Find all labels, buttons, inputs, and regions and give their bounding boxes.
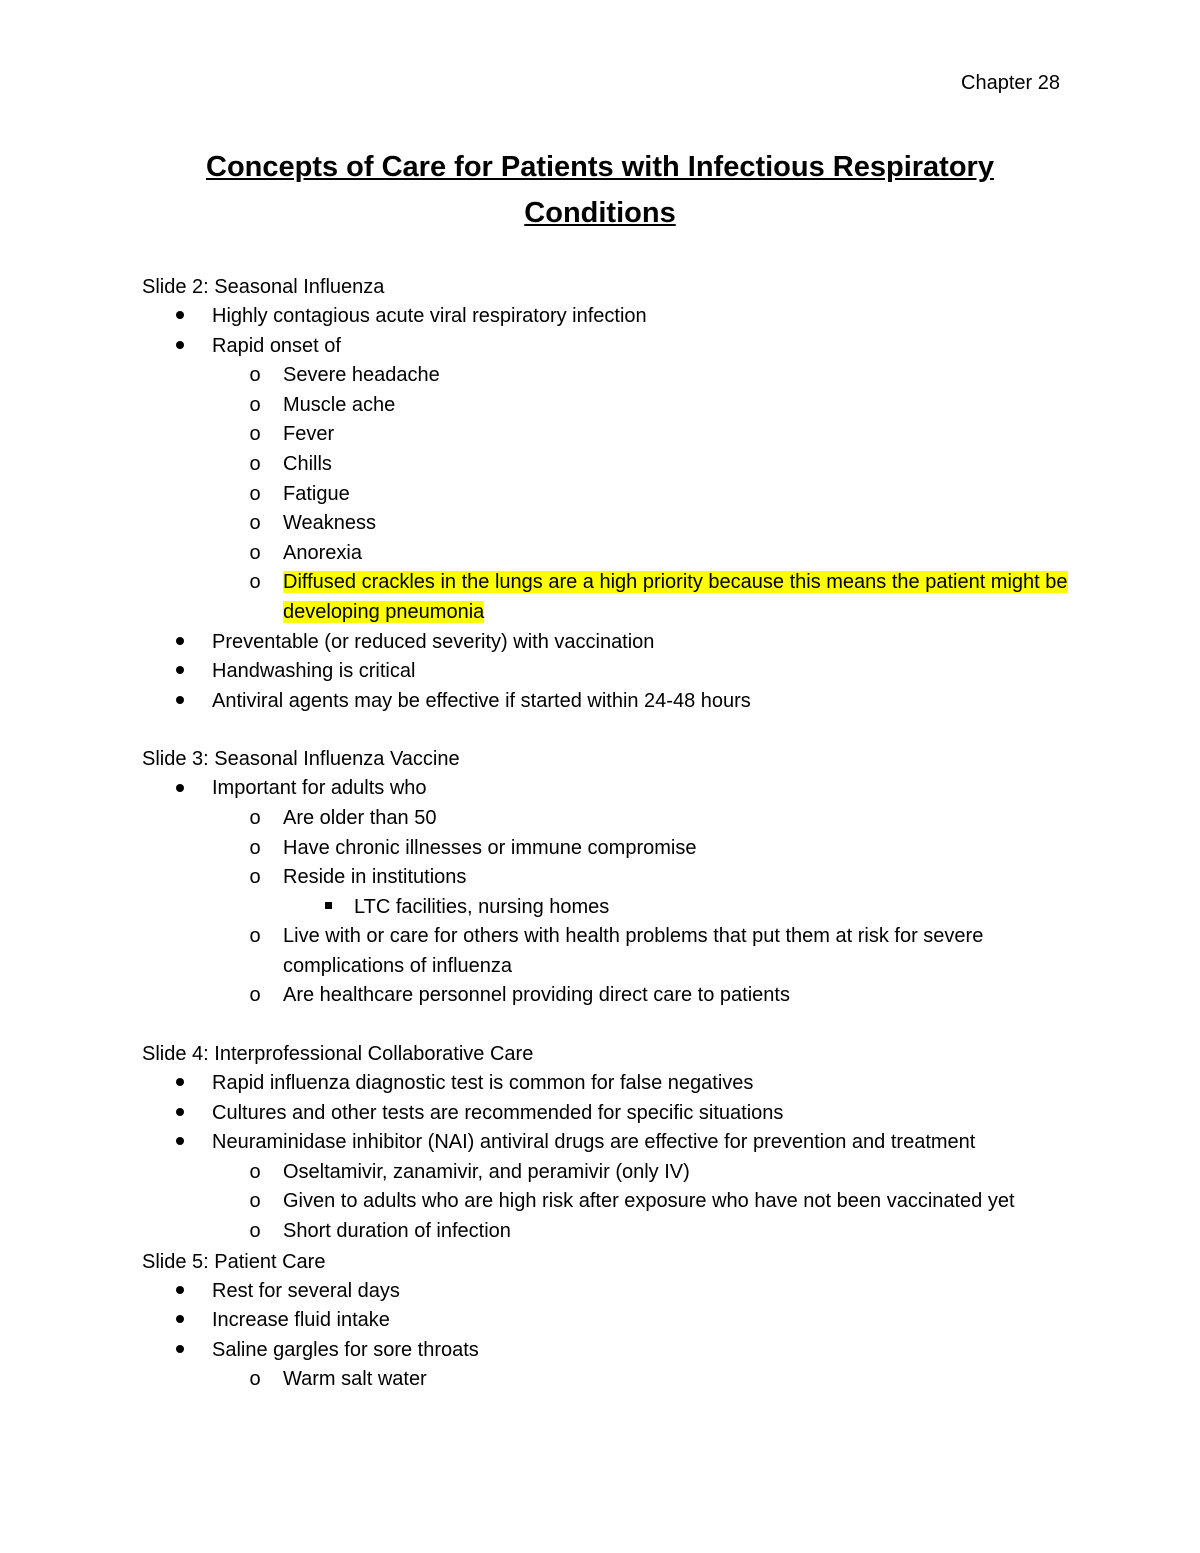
item-text: Oseltamivir, zanamivir, and peramivir (only IV) bbox=[283, 1160, 690, 1183]
bullet-square-icon bbox=[318, 893, 338, 923]
item-text: Rapid onset of bbox=[212, 334, 341, 357]
bullet-dot-icon bbox=[170, 1099, 190, 1129]
list-item bbox=[142, 628, 1072, 658]
section-title: Slide 4: Interprofessional Collaborative Care bbox=[142, 1043, 534, 1066]
list-item bbox=[142, 834, 1072, 864]
bullet-circle-icon: o bbox=[249, 1368, 261, 1391]
item-text: Muscle ache bbox=[283, 393, 396, 416]
bullet-circle-icon: o bbox=[249, 423, 261, 446]
bullet-dot-icon bbox=[170, 1128, 190, 1158]
list-item bbox=[142, 450, 1072, 480]
item-text: Are older than 50 bbox=[283, 806, 437, 829]
section bbox=[142, 1247, 1072, 1395]
bullet-circle-icon: o bbox=[249, 836, 261, 859]
bullet-dot-icon bbox=[170, 332, 190, 362]
list-item bbox=[142, 302, 1072, 332]
bullet-circle-icon: o bbox=[249, 866, 261, 889]
list-item bbox=[142, 509, 1072, 539]
item-text: Given to adults who are high risk after exposure who have not been vaccinated yet bbox=[283, 1190, 1015, 1213]
item-text: Rest for several days bbox=[212, 1279, 400, 1302]
document-body bbox=[142, 272, 1072, 1395]
bullet-list bbox=[142, 1069, 1072, 1247]
list-item bbox=[142, 1128, 1072, 1158]
item-text: Anorexia bbox=[283, 541, 362, 564]
bullet-circle-icon: o bbox=[249, 512, 261, 535]
list-item bbox=[142, 420, 1072, 450]
bullet-dot-icon bbox=[170, 1277, 190, 1307]
section-title: Slide 3: Seasonal Influenza Vaccine bbox=[142, 748, 460, 771]
highlighted-text: Diffused crackles in the lungs are a high priority because this means the patient might be developing pneumonia bbox=[283, 571, 1068, 623]
list-item bbox=[142, 1365, 1072, 1395]
list-item bbox=[142, 568, 1072, 627]
item-text: Rapid influenza diagnostic test is common for false negatives bbox=[212, 1072, 754, 1095]
list-item bbox=[142, 774, 1072, 804]
bullet-circle-icon: o bbox=[249, 364, 261, 387]
section-title: Slide 5: Patient Care bbox=[142, 1250, 326, 1273]
item-text: Warm salt water bbox=[283, 1368, 427, 1391]
bullet-dot-icon bbox=[170, 657, 190, 687]
list-item bbox=[142, 657, 1072, 687]
item-text: Live with or care for others with health problems that put them at risk for severe complications of influenza bbox=[283, 925, 984, 977]
item-text: Chills bbox=[283, 452, 332, 475]
list-item bbox=[142, 1099, 1072, 1129]
item-text: Increase fluid intake bbox=[212, 1309, 390, 1332]
list-item bbox=[142, 1217, 1072, 1247]
section bbox=[142, 1039, 1072, 1247]
item-text: Have chronic illnesses or immune compromise bbox=[283, 836, 697, 859]
bullet-circle-icon: o bbox=[249, 984, 261, 1007]
item-text: Weakness bbox=[283, 512, 377, 535]
item-text: Fatigue bbox=[283, 482, 350, 505]
item-text: Highly contagious acute viral respiratory infection bbox=[212, 305, 647, 327]
item-text: Preventable (or reduced severity) with vaccination bbox=[212, 630, 655, 653]
list-item bbox=[142, 332, 1072, 362]
bullet-circle-icon: o bbox=[249, 452, 261, 475]
bullet-circle-icon: o bbox=[249, 571, 261, 594]
list-item bbox=[142, 1187, 1072, 1217]
list-item bbox=[142, 1306, 1072, 1336]
bullet-circle-icon: o bbox=[249, 541, 261, 564]
item-text: Severe headache bbox=[283, 364, 440, 387]
item-text: Cultures and other tests are recommended for specific situations bbox=[212, 1101, 784, 1124]
bullet-dot-icon bbox=[170, 687, 190, 717]
list-item bbox=[142, 981, 1072, 1011]
section-title: Slide 2: Seasonal Influenza bbox=[142, 276, 385, 298]
bullet-dot-icon bbox=[170, 774, 190, 804]
bullet-dot-icon bbox=[170, 1336, 190, 1366]
item-text: Saline gargles for sore throats bbox=[212, 1338, 479, 1361]
list-item bbox=[142, 539, 1072, 569]
bullet-circle-icon: o bbox=[249, 393, 261, 416]
item-text: Handwashing is critical bbox=[212, 660, 416, 683]
list-item bbox=[142, 391, 1072, 421]
list-item bbox=[142, 480, 1072, 510]
item-text: Short duration of infection bbox=[283, 1220, 511, 1243]
list-item bbox=[142, 1336, 1072, 1366]
bullet-circle-icon: o bbox=[249, 1160, 261, 1183]
bullet-circle-icon: o bbox=[249, 482, 261, 505]
item-text: Important for adults who bbox=[212, 777, 427, 800]
item-text: LTC facilities, nursing homes bbox=[354, 895, 610, 918]
bullet-list bbox=[142, 302, 1072, 716]
bullet-dot-icon bbox=[170, 302, 190, 332]
bullet-list bbox=[142, 1277, 1072, 1395]
list-item bbox=[142, 1277, 1072, 1307]
item-text: Are healthcare personnel providing direct care to patients bbox=[283, 984, 790, 1007]
bullet-dot-icon bbox=[170, 1069, 190, 1099]
item-text: Neuraminidase inhibitor (NAI) antiviral drugs are effective for prevention and treatment bbox=[212, 1131, 976, 1154]
bullet-circle-icon: o bbox=[249, 806, 261, 829]
bullet-dot-icon bbox=[170, 628, 190, 658]
list-item bbox=[142, 922, 1072, 981]
chapter-header: Chapter 28 bbox=[961, 72, 1060, 94]
bullet-list bbox=[142, 774, 1072, 1011]
item-text: Antiviral agents may be effective if started within 24-48 hours bbox=[212, 689, 751, 712]
section bbox=[142, 744, 1072, 1011]
list-item bbox=[142, 1158, 1072, 1188]
bullet-circle-icon: o bbox=[249, 1220, 261, 1243]
item-text: Fever bbox=[283, 423, 335, 446]
bullet-circle-icon: o bbox=[249, 925, 261, 948]
list-item bbox=[142, 893, 1072, 923]
document-title: Concepts of Care for Patients with Infectious Respiratory Conditions bbox=[206, 151, 994, 229]
section bbox=[142, 272, 1072, 716]
bullet-dot-icon bbox=[170, 1306, 190, 1336]
list-item bbox=[142, 1069, 1072, 1099]
list-item bbox=[142, 687, 1072, 717]
bullet-circle-icon: o bbox=[249, 1190, 261, 1213]
list-item bbox=[142, 863, 1072, 893]
list-item bbox=[142, 804, 1072, 834]
list-item bbox=[142, 361, 1072, 391]
item-text: Reside in institutions bbox=[283, 866, 467, 889]
